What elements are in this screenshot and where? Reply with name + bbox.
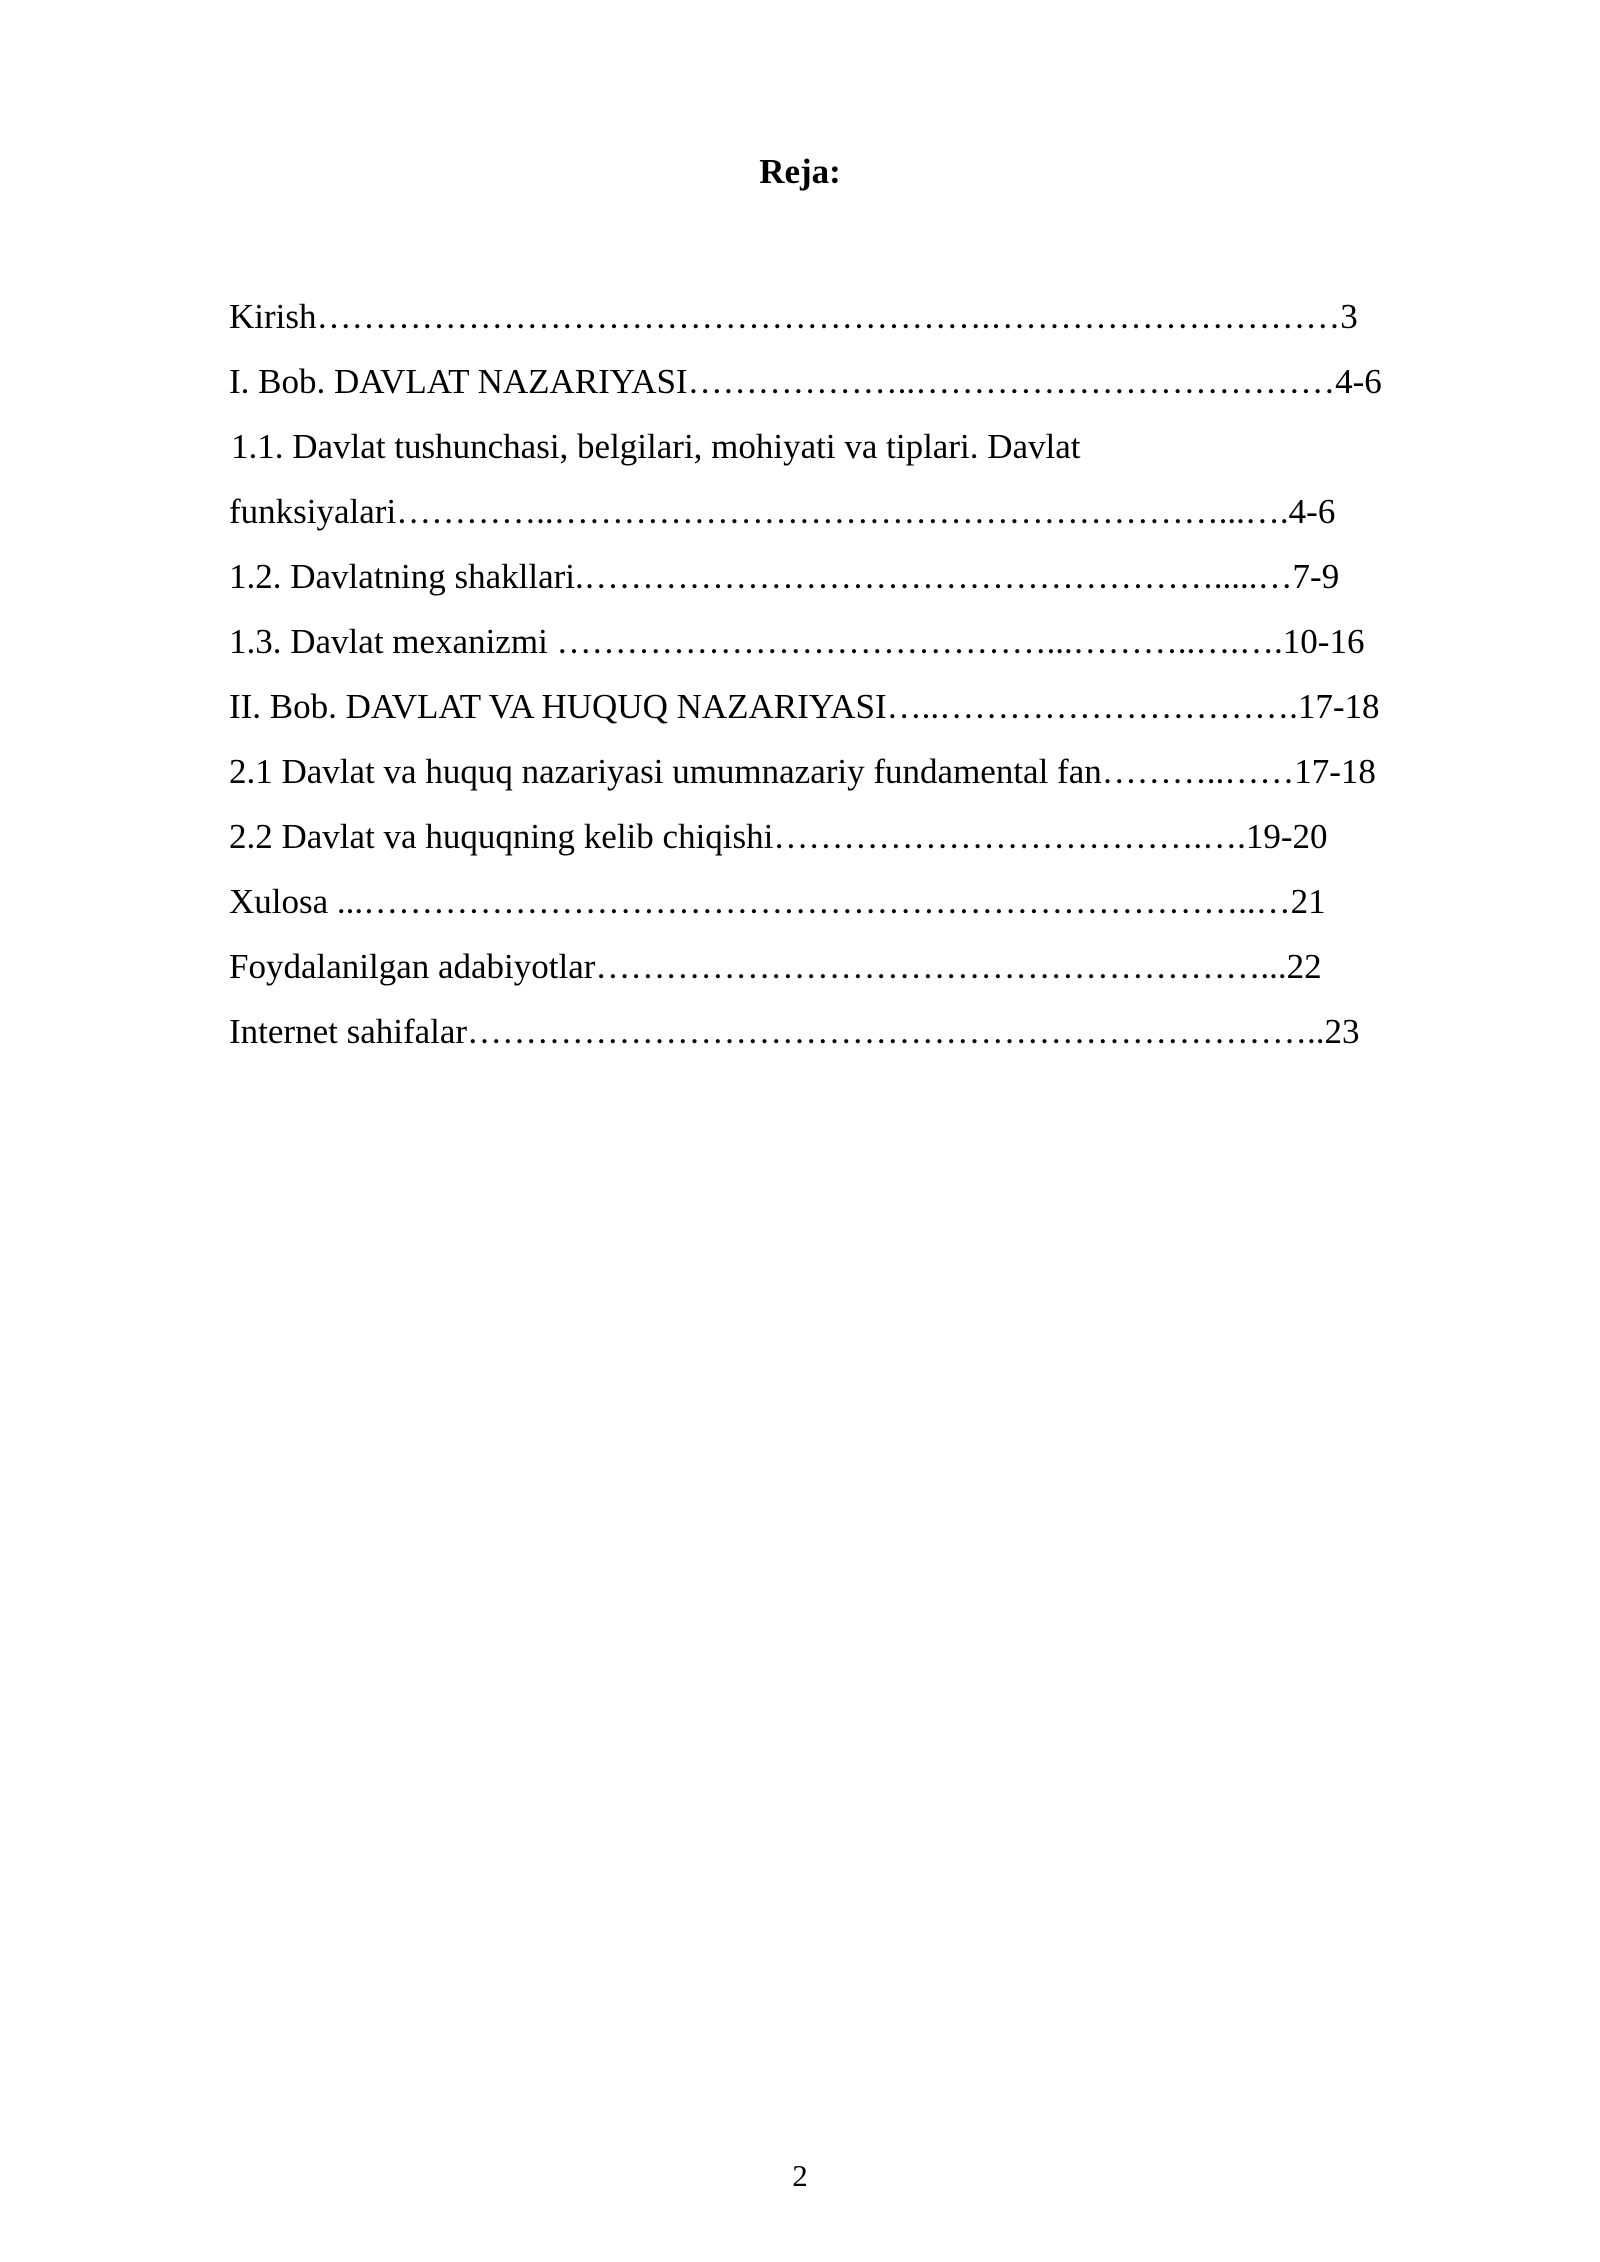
toc-entry-introduction: Kirish………………………………………………….…………………………3 — [229, 297, 1358, 336]
toc-entry-section-1-3: 1.3. Davlat mexanizmi ……………………………………...………..….….10-16 — [229, 622, 1365, 661]
toc-entry-internet-pages: Internet sahifalar………………………………………………………………..23 — [229, 1012, 1360, 1051]
toc-entry-references: Foydalanilgan adabiyotlar…………………………………………………...22 — [229, 947, 1322, 986]
toc-entry-conclusion: Xulosa ...…………………………………………………………………..…21 — [229, 882, 1326, 921]
toc-entry-section-1-2: 1.2. Davlatning shakllari.……………………………………………….....…7-9 — [229, 557, 1340, 596]
toc-entry-chapter-1: I. Bob. DAVLAT NAZARIYASI………………..………………………………4-6 — [229, 362, 1382, 401]
toc-entry-chapter-2: II. Bob. DAVLAT VA HUQUQ NAZARIYASI…..………………………….17-18 — [229, 687, 1380, 726]
toc-entry-section-2-1: 2.1 Davlat va huquq nazariyasi umumnazariy fundamental fan………..……17-18 — [229, 752, 1376, 791]
page-number: 2 — [792, 2158, 808, 2193]
page-title: Reja: — [759, 152, 841, 191]
toc-entry-section-2-2: 2.2 Davlat va huquqning kelib chiqishi……………………………….….19-20 — [229, 817, 1328, 856]
toc-entry-section-1-1-continued: funksiyalari…………..…………………………………………………...….4-6 — [229, 492, 1336, 531]
table-of-contents — [229, 284, 1499, 1064]
toc-entry-section-1-1: 1.1. Davlat tushunchasi, belgilari, mohiyati va tiplari. Davlat — [231, 427, 1081, 466]
